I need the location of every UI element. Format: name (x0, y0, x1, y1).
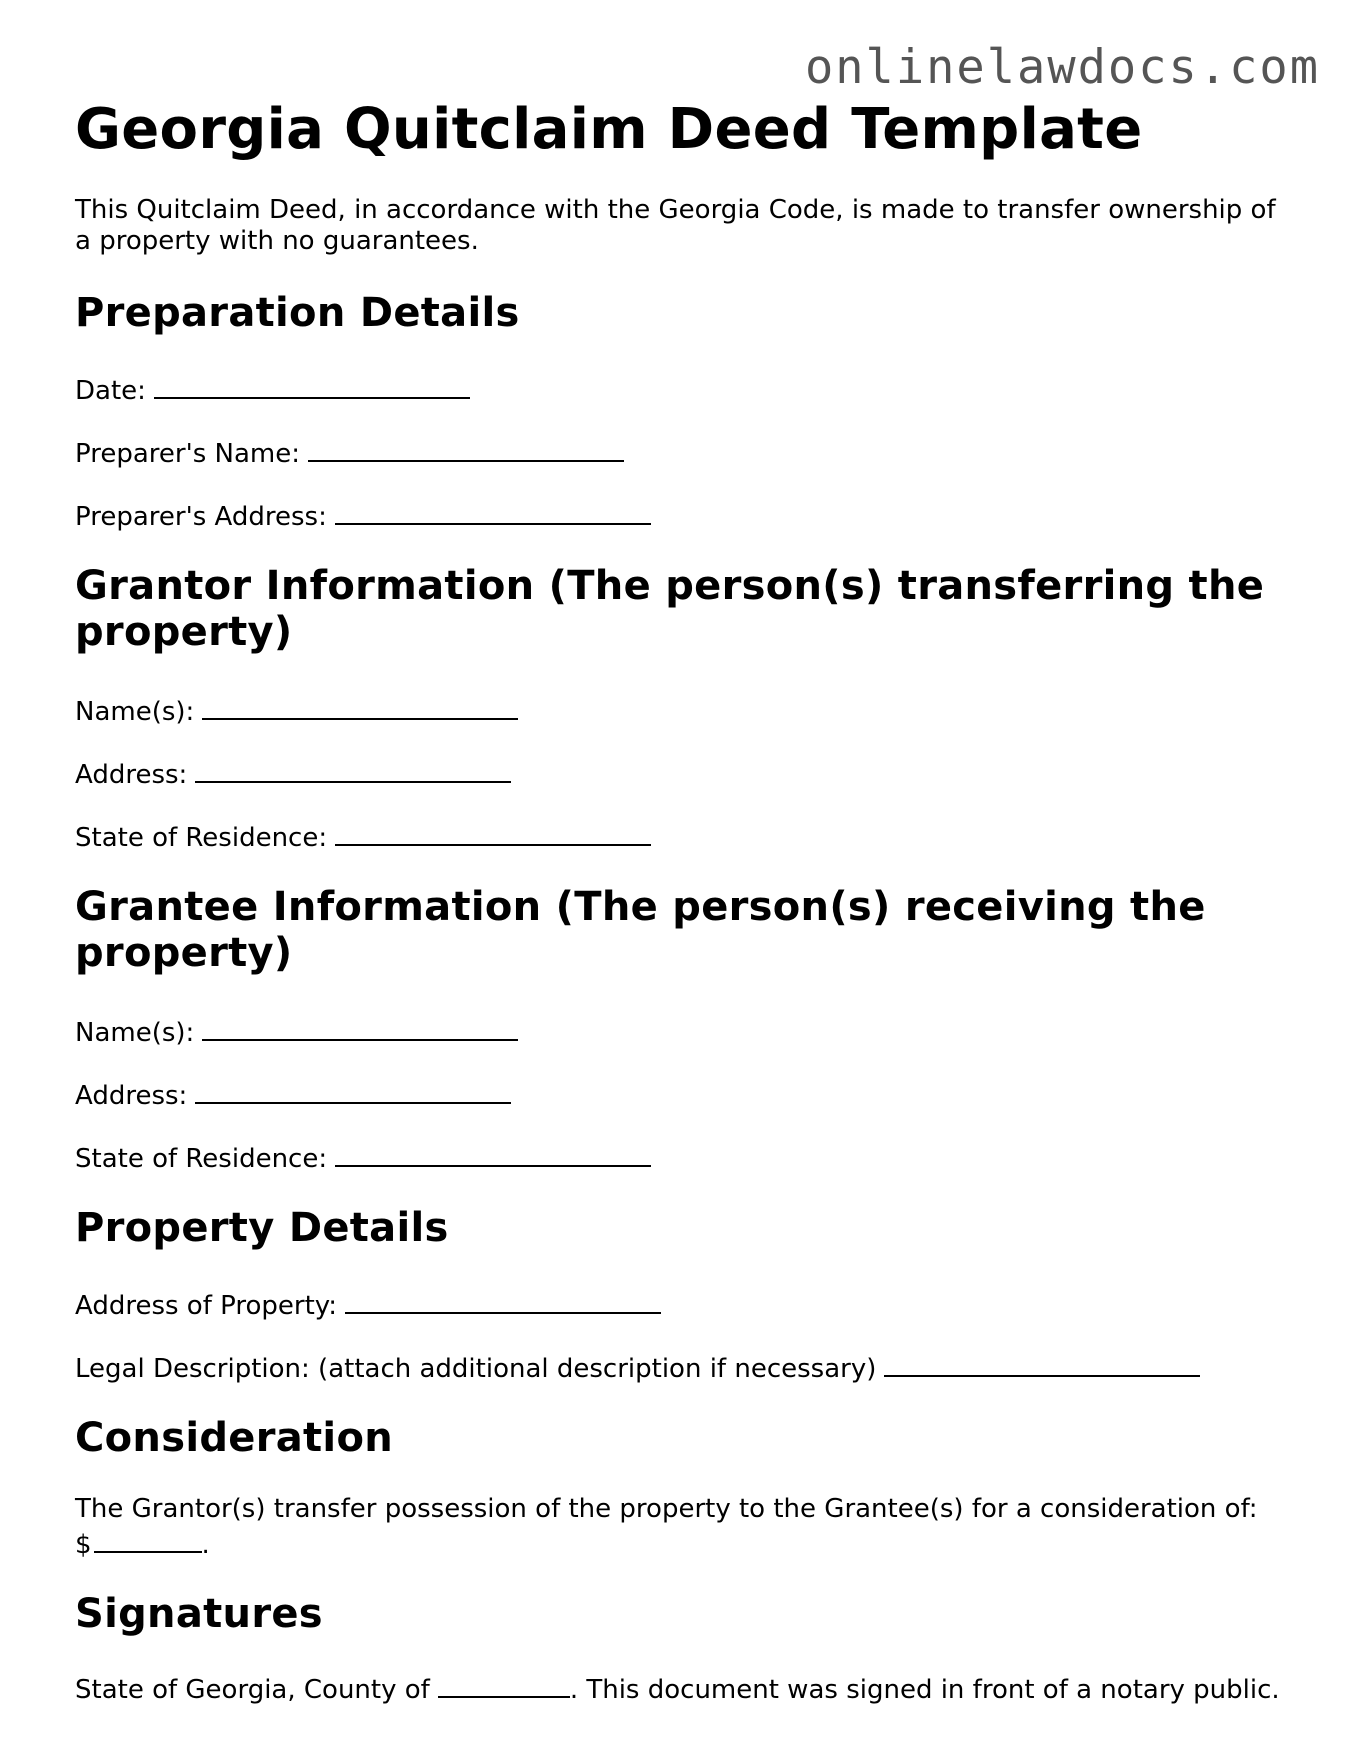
consideration-section (75, 1415, 1290, 1561)
consideration-currency: $ (75, 1530, 92, 1561)
signatures-section (75, 1591, 1290, 1706)
grantee-residence-blank[interactable] (335, 1139, 651, 1167)
grantor-heading: Grantor Information (The person(s) transferring the property) (75, 563, 1265, 656)
grantor-names-blank[interactable] (202, 692, 518, 720)
property-address-field (75, 1286, 1290, 1322)
preparer-name-field (75, 434, 1290, 470)
grantee-address-label: Address: (75, 1081, 188, 1112)
property-address-label: Address of Property: (75, 1291, 338, 1322)
property-section (75, 1205, 1290, 1385)
preparer-address-field (75, 497, 1290, 533)
grantor-residence-label: State of Residence: (75, 823, 328, 854)
document-body (75, 98, 1290, 1706)
grantor-names-field (75, 692, 1290, 728)
preparer-name-label: Preparer's Name: (75, 439, 300, 470)
property-address-blank[interactable] (345, 1286, 661, 1314)
preparation-heading: Preparation Details (75, 290, 520, 337)
legal-description-blank[interactable] (884, 1349, 1200, 1377)
county-blank[interactable] (438, 1670, 570, 1698)
consideration-text: The Grantor(s) transfer possession of the property to the Grantee(s) for a consideration of: (75, 1494, 1258, 1525)
legal-description-field (75, 1349, 1290, 1385)
signatures-paragraph (75, 1670, 1290, 1706)
page-title: Georgia Quitclaim Deed Template (75, 97, 1143, 162)
signatures-heading: Signatures (75, 1591, 323, 1638)
grantee-heading: Grantee Information (The person(s) receiving the property) (75, 884, 1206, 977)
county-text-before: State of Georgia, County of (75, 1675, 430, 1706)
grantor-address-blank[interactable] (195, 755, 511, 783)
date-field (75, 371, 1290, 407)
grantor-address-field (75, 755, 1290, 791)
grantee-address-field (75, 1076, 1290, 1112)
consideration-end: . (201, 1530, 210, 1561)
watermark: onlinelawdocs.com (804, 40, 1320, 95)
grantor-section (75, 563, 1290, 854)
preparer-address-label: Preparer's Address: (75, 502, 327, 533)
grantor-names-label: Name(s): (75, 697, 195, 728)
grantee-residence-field (75, 1139, 1290, 1175)
grantee-names-blank[interactable] (202, 1013, 518, 1041)
grantor-address-label: Address: (75, 760, 188, 791)
grantee-residence-label: State of Residence: (75, 1144, 328, 1175)
consideration-heading: Consideration (75, 1415, 394, 1462)
date-label: Date: (75, 376, 146, 407)
preparer-address-blank[interactable] (335, 497, 651, 525)
grantee-address-blank[interactable] (195, 1076, 511, 1104)
intro-paragraph: This Quitclaim Deed, in accordance with the Georgia Code, is made to transfer ownership of a property with no guarantees. (75, 195, 1276, 257)
preparation-section (75, 290, 1290, 533)
preparer-name-blank[interactable] (308, 434, 624, 462)
consideration-paragraph (75, 1494, 1290, 1561)
grantee-names-label: Name(s): (75, 1018, 195, 1049)
legal-description-label: Legal Description: (attach additional description if necessary) (75, 1354, 877, 1385)
property-heading: Property Details (75, 1205, 449, 1252)
grantor-residence-field (75, 818, 1290, 854)
county-text-after: . This document was signed in front of a notary public. (569, 1675, 1280, 1706)
grantee-names-field (75, 1013, 1290, 1049)
grantee-section (75, 884, 1290, 1175)
grantor-residence-blank[interactable] (335, 818, 651, 846)
consideration-amount-blank[interactable] (94, 1525, 202, 1553)
date-blank[interactable] (154, 371, 470, 399)
